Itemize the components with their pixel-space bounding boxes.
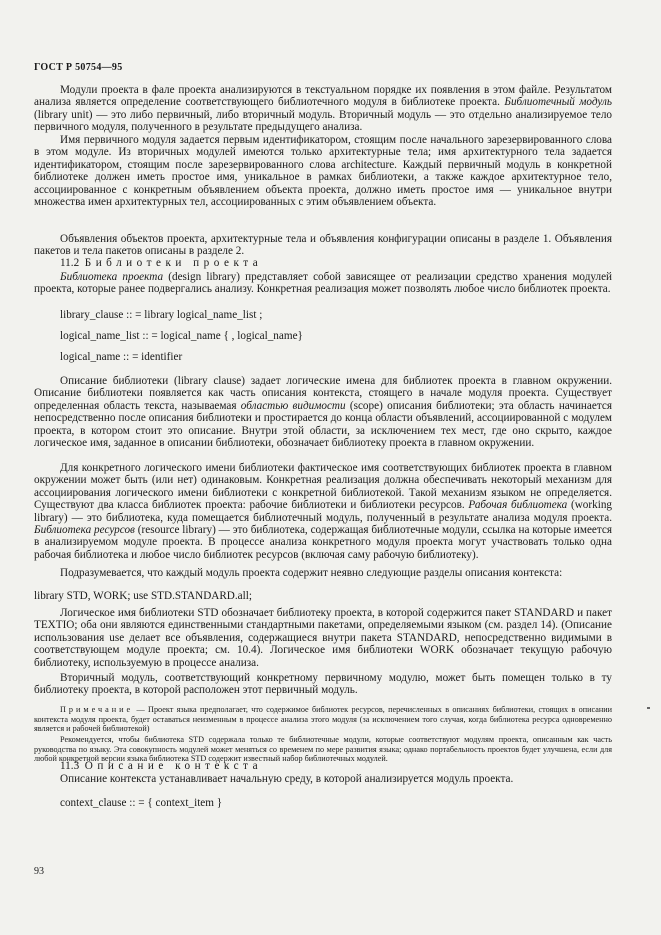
page-number: 93 xyxy=(34,866,44,877)
paragraph-design-library: Библиотека проекта (design library) представляет собой зависящее от реализации средство хранения модулей проекта, которые ранее подвергались анализу. Конкретная реализация может позволять любое число библиотек проекта. xyxy=(34,271,613,296)
section-11-3-heading: 11.3 Описание контекста xyxy=(60,760,263,772)
term-design-library: Библиотека проекта xyxy=(60,271,164,283)
standard-header: ГОСТ Р 50754—95 xyxy=(34,62,123,73)
section-11-2-heading: 11.2 Библиотеки проекта xyxy=(60,257,263,269)
syntax-library-clause: library_clause :: = library logical_name_list ; xyxy=(60,309,263,321)
paragraph-std-library: Логическое имя библиотеки STD обозначает библиотеку проекта, в которой содержится пакет STANDARD и пакет TEXTIO; оба они являются единственными стандартными пакетами, определяемыми языком (см. раздел 14). (Описание использования use делает все объявления, содержащиеся внутри пакета STANDARD, непосредственно видимыми в соответствующем модуле проекта; см. 10.4). Логическое имя библиотеки WORK обозначает текущую рабочую библиотеку, используемую в процессе анализа. xyxy=(34,607,612,669)
syntax-logical-name: logical_name :: = identifier xyxy=(60,351,183,363)
note-std-recommendation: Рекомендуется, чтобы библиотека STD содержала только те библиотечные модули, которые соответствуют модулям проекта, описанным как часть руководства по языку. Эта совокупность модулей может меняться со временем по мере развития языка; однако портабельность проектов будет улучшена, если для любой конкретной версии языка библиотека STD содержит известный набор библиотечных модулей. xyxy=(34,735,612,764)
paragraph-declarations: Объявления объектов проекта, архитектурные тела и объявления конфигурации описаны в разделе 1. Объявления пакетов и тела пакетов описаны в разделе 2. xyxy=(34,233,612,258)
paragraph-context-clause: Описание контекста устанавливает начальную среду, в которой анализируется модуль проекта. xyxy=(60,773,514,785)
paragraph-secondary-unit: Вторичный модуль, соответствующий конкретному первичному модулю, может быть помещен только в ту библиотеку проекта, в которой расположен этот первичный модуль. xyxy=(34,672,612,697)
paragraph-library-clause: Описание библиотеки (library clause) задает логические имена для библиотек проекта в главном окружении. Описание библиотеки появляется как часть описания контекста, стоящего в начале модуля проекта. Существует определенная область текста, называемая областью видимости (scope) описания библиотеки; эта область начинается непосредственно после описания библиотеки и простирается до конца области объявлений, ассоциированной с модулем проекта, в котором стоит это описание. Внутри этой области, за исключением тех мест, где оно скрыто, каждое логическое имя, заданное в описании библиотеки, обозначает библиотеку проекта в главном окружении. xyxy=(34,375,612,450)
term-library-unit: Библиотечный модуль xyxy=(504,96,613,109)
paragraph-analysis-order: Модули проекта в фале проекта анализируются в текстуальном порядке их появления в этом файле. Результатом анализа является определение соответствующего библиотечного модуля в библиотеке проекта. Библиотечный модуль (library unit) — это либо первичный, либо вторичный модуль. Вторичный модуль — это отдельно анализируемое тело первичного модуля, полученного в результате предыдущего анализа. xyxy=(34,84,613,134)
paragraph-implicit-context: Подразумевается, что каждый модуль проекта содержит неявно следующие разделы описания контекста: xyxy=(60,567,563,579)
syntax-context-clause: context_clause :: = { context_item } xyxy=(60,797,223,809)
paragraph-primary-unit-name: Имя первичного модуля задается первым идентификатором, стоящим после начального зарезервированного слова в этом модуле. Из вторичных модулей имеются только архитектурные тела; имя архитектурного тела задается идентификатором, стоящим после зарезервированного слова architecture. Каждый первичный модуль в конкретной библиотеке должен иметь простое имя, уникальное в рамках библиотеки, а также каждое архитектурное тело, ассоциированное с конкретным объявлением объекта проекта, должно иметь простое имя — уникальное внутри множества имен архитектурных тел, ассоциированных с этим объявлением объекта. xyxy=(34,134,612,209)
term-working-library: Рабочая библиотека xyxy=(468,499,568,512)
note-resource-libraries: Примечание — Проект языка предполагает, что содержимое библиотек ресурсов, перечисленных в описаниях библиотеки, стоящих в описании контекста модуля проекта, будет оставаться неизменным в процессе анализа этого модуля (за исключением того случая, когда библиотека ресурса одновременно является и рабочей библиотекой) xyxy=(34,705,613,734)
paragraph-library-classes: Для конкретного логического имени библиотеки фактическое имя соответствующих библиотек проекта в главном окружении может быть (или нет) одинаковым. Конкретная реализация должна обеспечивать некоторый механизм для ассоциирования логического имени библиотеки с конкретной библиотекой. Такой механизм языком не определяется. Существуют два класса библиотек проекта: рабочие библиотеки и библиотеки ресурсов. Рабочая библиотека (working library) — это библиотека, куда помещается библиотечный модуль, полученный в результате анализа модуля проекта. Библиотека ресурсов (resource library) — это библиотека, содержащая библиотечные модули, ссылка на которые имеется в анализируемом модуле проекта. В процессе анализа конкретного модуля проекта могут участвовать только одна рабочая библиотека и любое число библиотек ресурсов (включая саму рабочую библиотеку). xyxy=(34,462,613,561)
note-label: Примечание xyxy=(60,705,134,714)
term-resource-library: Библиотека ресурсов xyxy=(34,524,135,537)
syntax-implicit-library: library STD, WORK; use STD.STANDARD.all; xyxy=(34,590,252,602)
syntax-logical-name-list: logical_name_list :: = logical_name { , logical_name} xyxy=(60,330,303,342)
scan-speck xyxy=(647,707,650,709)
term-scope: областью видимости xyxy=(240,399,346,412)
